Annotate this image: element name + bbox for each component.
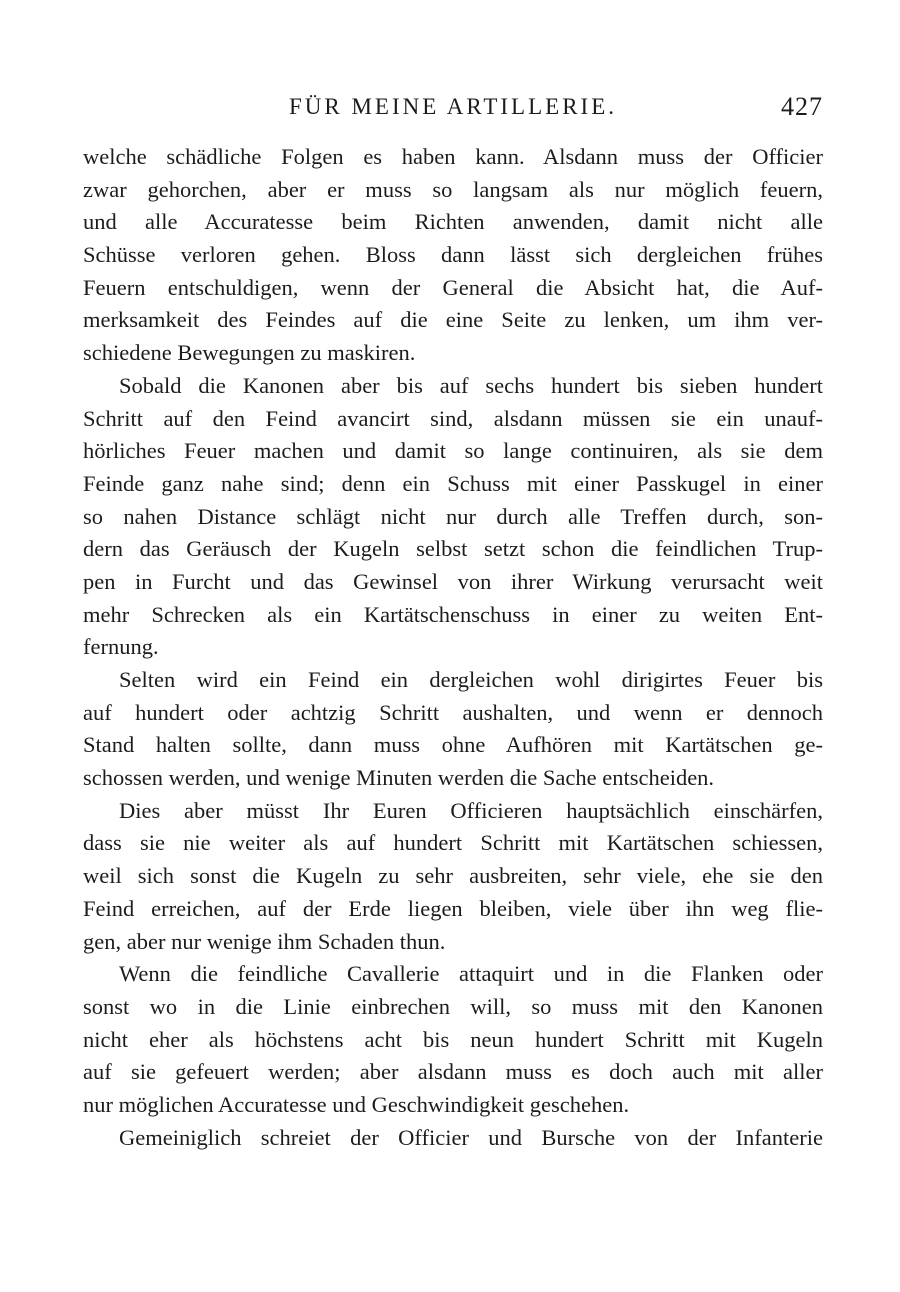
text-line: mehr Schrecken als ein Kartätschenschuss in einer zu weiten Ent-	[83, 601, 823, 627]
text-line: Schritt auf den Feind avancirt sind, alsdann müssen sie ein unauf-	[83, 405, 823, 431]
text-line: schossen werden, und wenige Minuten werden die Sache entscheiden.	[83, 765, 715, 791]
text-line: schiedene Bewegungen zu maskiren.	[83, 340, 416, 366]
text-line: pen in Furcht und das Gewinsel von ihrer Wirkung verursacht weit	[83, 568, 823, 594]
text-line: Schüsse verloren gehen. Bloss dann lässt sich dergleichen frühes	[83, 242, 823, 268]
text-line: auf hundert oder achtzig Schritt aushalten, und wenn er dennoch	[83, 699, 823, 725]
text-line: Stand halten sollte, dann muss ohne Aufhören mit Kartätschen ge-	[83, 732, 823, 758]
text-line: Sobald die Kanonen aber bis auf sechs hundert bis sieben hundert	[119, 372, 823, 398]
text-line: Wenn die feindliche Cavallerie attaquirt und in die Flanken oder	[119, 961, 823, 987]
text-line: dass sie nie weiter als auf hundert Schritt mit Kartätschen schiessen,	[83, 830, 823, 856]
text-line: merksamkeit des Feindes auf die eine Seite zu lenken, um ihm ver-	[83, 307, 823, 333]
text-line: zwar gehorchen, aber er muss so langsam als nur möglich feuern,	[83, 176, 823, 202]
text-line: welche schädliche Folgen es haben kann. Alsdann muss der Officier	[83, 144, 823, 169]
text-line: gen, aber nur wenige ihm Schaden thun.	[83, 928, 446, 954]
text-line: Selten wird ein Feind ein dergleichen wohl dirigirtes Feuer bis	[119, 667, 823, 692]
running-title: FÜR MEINE ARTILLERIE.	[288, 94, 618, 119]
text-line: nur möglichen Accuratesse und Geschwindigkeit geschehen.	[83, 1091, 630, 1117]
page-number: 427	[781, 92, 823, 121]
text-line: fernung.	[83, 634, 159, 660]
text-line: Feind erreichen, auf der Erde liegen bleiben, viele über ihn weg flie-	[83, 895, 823, 921]
running-head	[83, 92, 823, 126]
text-line: so nahen Distance schlägt nicht nur durch alle Treffen durch, son-	[83, 503, 823, 529]
text-line: weil sich sonst die Kugeln zu sehr ausbreiten, sehr viele, ehe sie den	[83, 863, 823, 889]
text-line: Feinde ganz nahe sind; denn ein Schuss mit einer Passkugel in einer	[83, 470, 823, 496]
text-line: und alle Accuratesse beim Richten anwenden, damit nicht alle	[83, 209, 823, 235]
text-line: dern das Geräusch der Kugeln selbst setzt schon die feindlichen Trup-	[83, 536, 823, 562]
text-line: Feuern entschuldigen, wenn der General die Absicht hat, die Auf-	[83, 274, 823, 300]
text-line: auf sie gefeuert werden; aber alsdann muss es doch auch mit aller	[83, 1059, 823, 1085]
text-line: hörliches Feuer machen und damit so lange continuiren, als sie dem	[83, 438, 823, 464]
body-text	[83, 141, 823, 1154]
text-line: Dies aber müsst Ihr Euren Officieren hauptsächlich einschärfen,	[119, 797, 823, 823]
text-line: Gemeiniglich schreiet der Officier und Bursche von der Infanterie	[119, 1124, 823, 1150]
text-line: sonst wo in die Linie einbrechen will, so muss mit den Kanonen	[83, 993, 823, 1019]
text-line: nicht eher als höchstens acht bis neun hundert Schritt mit Kugeln	[83, 1026, 823, 1052]
